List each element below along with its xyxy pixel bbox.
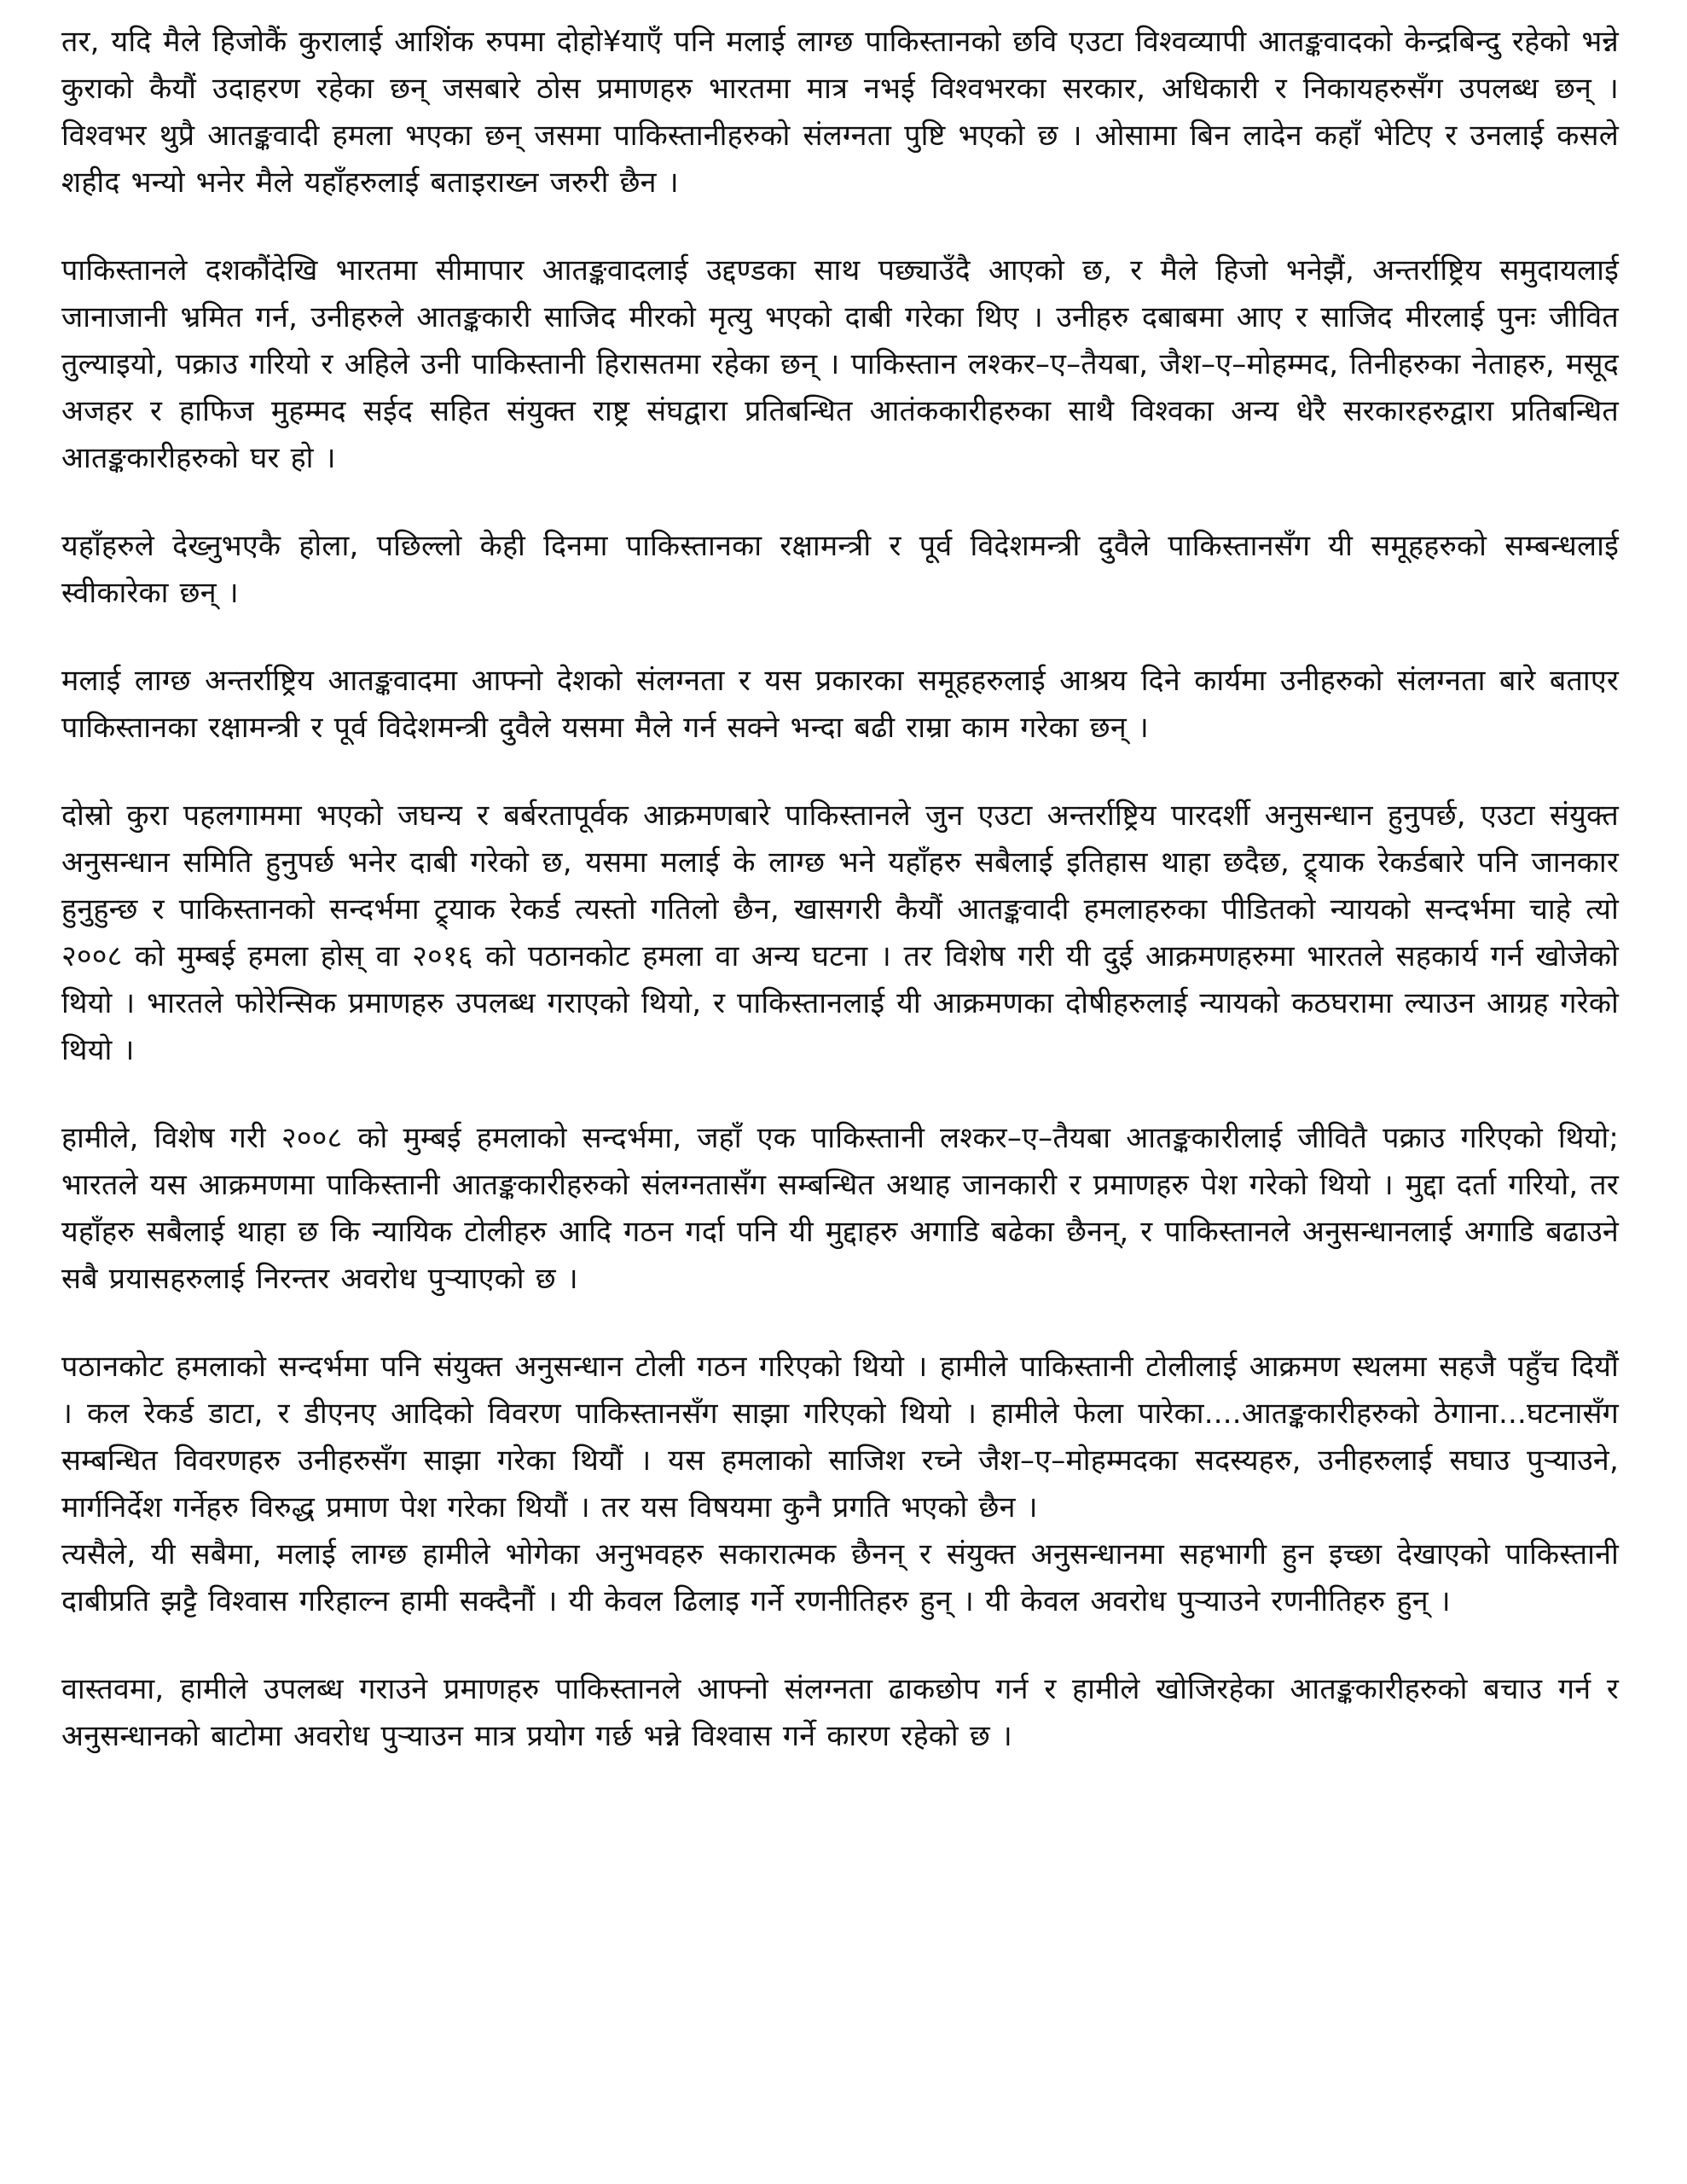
paragraph-8: त्यसैले, यी सबैमा, मलाई लाग्छ हामीले भोगेका अनुभवहरु सकारात्मक छैनन् र संयुक्त अनुसन्धानमा सहभागी हुन इच्छा देखाएको पाकिस्तानी दाबीप्रति झट्टै विश्वास गरिहाल्न हामी सक्दैनौं । यी केवल ढिलाइ गर्ने रणनीतिहरु हुन् । यी केवल अवरोध पुर्‍याउने रणनीतिहरु हुन् ।: [61, 1537, 1619, 1618]
paragraph-2: पाकिस्तानले दशकौंदेखि भारतमा सीमापार आतङ्कवादलाई उद्दण्डका साथ पछ्याउँदै आएको छ, र मैले हिजो भनेझैं, अन्तर्राष्ट्रिय समुदायलाई जानाजानी भ्रमित गर्न, उनीहरुले आतङ्ककारी साजिद मीरको मृत्यु भएको दाबी गरेका थिए । उनीहरु दबाबमा आए र साजिद मीरलाई पुनः जीवित तुल्याइयो, पक्राउ गरियो र अहिले उनी पाकिस्तानी हिरासतमा रहेका छन् । पाकिस्तान लश्कर–ए–तैयबा, जैश–ए–मोहम्मद, तिनीहरुका नेताहरु, मसूद अजहर र हाफिज मुहम्मद सईद सहित संयुक्त राष्ट्र संघद्वारा प्रतिबन्धित आतंककारीहरुका साथै विश्वका अन्य धेरै सरकारहरुद्वारा प्रतिबन्धित आतङ्ककारीहरुको घर हो ।: [61, 253, 1619, 475]
paragraph-6: हामीले, विशेष गरी २००८ को मुम्बई हमलाको सन्दर्भमा, जहाँ एक पाकिस्तानी लश्कर–ए–तैयबा आतङ्ककारीलाई जीवितै पक्राउ गरिएको थियो; भारतले यस आक्रमणमा पाकिस्तानी आतङ्ककारीहरुको संलग्नतासँग सम्बन्धित अथाह जानकारी र प्रमाणहरु पेश गरेको थियो । मुद्दा दर्ता गरियो, तर यहाँहरु सबैलाई थाहा छ कि न्यायिक टोलीहरु आदि गठन गर्दा पनि यी मुद्दाहरु अगाडि बढेका छैनन्, र पाकिस्तानले अनुसन्धानलाई अगाडि बढाउने सबै प्रयासहरुलाई निरन्तर अवरोध पुर्‍याएको छ ।: [61, 1121, 1619, 1296]
paragraph-5: दोस्रो कुरा पहलगाममा भएको जघन्य र बर्बरतापूर्वक आक्रमणबारे पाकिस्तानले जुन एउटा अन्तर्राष्ट्रिय पारदर्शी अनुसन्धान हुनुपर्छ, एउटा संयुक्त अनुसन्धान समिति हुनुपर्छ भनेर दाबी गरेको छ, यसमा मलाई के लाग्छ भने यहाँहरु सबैलाई इतिहास थाहा छदैछ, ट्र्याक रेकर्डबारे पनि जानकार हुनुहुन्छ र पाकिस्तानको सन्दर्भमा ट्र्याक रेकर्ड त्यस्तो गतिलो छैन, खासगरी कैयौं आतङ्कवादी हमलाहरुका पीडितको न्यायको सन्दर्भमा चाहे त्यो २००८ को मुम्बई हमला होस् वा २०१६ को पठानकोट हमला वा अन्य घटना । तर विशेष गरी यी दुई आक्रमणहरुमा भारतले सहकार्य गर्न खोजेको थियो । भारतले फोरेन्सिक प्रमाणहरु उपलब्ध गराएको थियो, र पाकिस्तानलाई यी आक्रमणका दोषीहरुलाई न्यायको कठघरामा ल्याउन आग्रह गरेको थियो ।: [61, 799, 1619, 1067]
paragraph-9: वास्तवमा, हामीले उपलब्ध गराउने प्रमाणहरु पाकिस्तानले आफ्नो संलग्नता ढाकछोप गर्न र हामीले खोजिरहेका आतङ्ककारीहरुको बचाउ गर्न र अनुसन्धानको बाटोमा अवरोध पुर्‍याउन मात्र प्रयोग गर्छ भन्ने विश्वास गर्ने कारण रहेको छ ।: [61, 1672, 1619, 1753]
paragraph-3: यहाँहरुले देख्नुभएकै होला, पछिल्लो केही दिनमा पाकिस्तानका रक्षामन्त्री र पूर्व विदेशमन्त्री दुवैले पाकिस्तानसँग यी समूहहरुको सम्बन्धलाई स्वीकारेका छन् ।: [61, 529, 1619, 610]
paragraph-1: तर, यदि मैले हिजोकैं कुरालाई आशिंक रुपमा दोहो¥याएँ पनि मलाई लाग्छ पाकिस्तानको छवि एउटा विश्वव्यापी आतङ्कवादको केन्द्रबिन्दु रहेको भन्ने कुराको कैयौं उदाहरण रहेका छन् जसबारे ठोस प्रमाणहरु भारतमा मात्र नभई विश्वभरका सरकार, अधिकारी र निकायहरुसँग उपलब्ध छन् । विश्वभर थुप्रै आतङ्कवादी हमला भएका छन् जसमा पाकिस्तानीहरुको संलग्नता पुष्टि भएको छ । ओसामा बिन लादेन कहाँ भेटिए र उनलाई कसले शहीद भन्यो भनेर मैले यहाँहरुलाई बताइराख्न जरुरी छैन ।: [61, 25, 1619, 200]
paragraph-7: पठानकोट हमलाको सन्दर्भमा पनि संयुक्त अनुसन्धान टोली गठन गरिएको थियो । हामीले पाकिस्तानी टोलीलाई आक्रमण स्थलमा सहजै पहुँच दियौं । कल रेकर्ड डाटा, र डीएनए आदिको विवरण पाकिस्तानसँग साझा गरिएको थियो । हामीले फेला पारेका....आतङ्ककारीहरुको ठेगाना...घटनासँग सम्बन्धित विवरणहरु उनीहरुसँग साझा गरेका थियौं । यस हमलाको साजिश रच्ने जैश–ए–मोहम्मदका सदस्यहरु, उनीहरुलाई सघाउ पुर्‍याउने, मार्गनिर्देश गर्नेहरु विरुद्ध प्रमाण पेश गरेका थियौं । तर यस विषयमा कुनै प्रगति भएको छैन ।: [61, 1350, 1619, 1525]
paragraph-4: मलाई लाग्छ अन्तर्राष्ट्रिय आतङ्कवादमा आफ्नो देशको संलग्नता र यस प्रकारका समूहहरुलाई आश्रय दिने कार्यमा उनीहरुको संलग्नता बारे बताएर पाकिस्तानका रक्षामन्त्री र पूर्व विदेशमन्त्री दुवैले यसमा मैले गर्न सक्ने भन्दा बढी राम्रा काम गरेका छन् ।: [61, 664, 1619, 745]
